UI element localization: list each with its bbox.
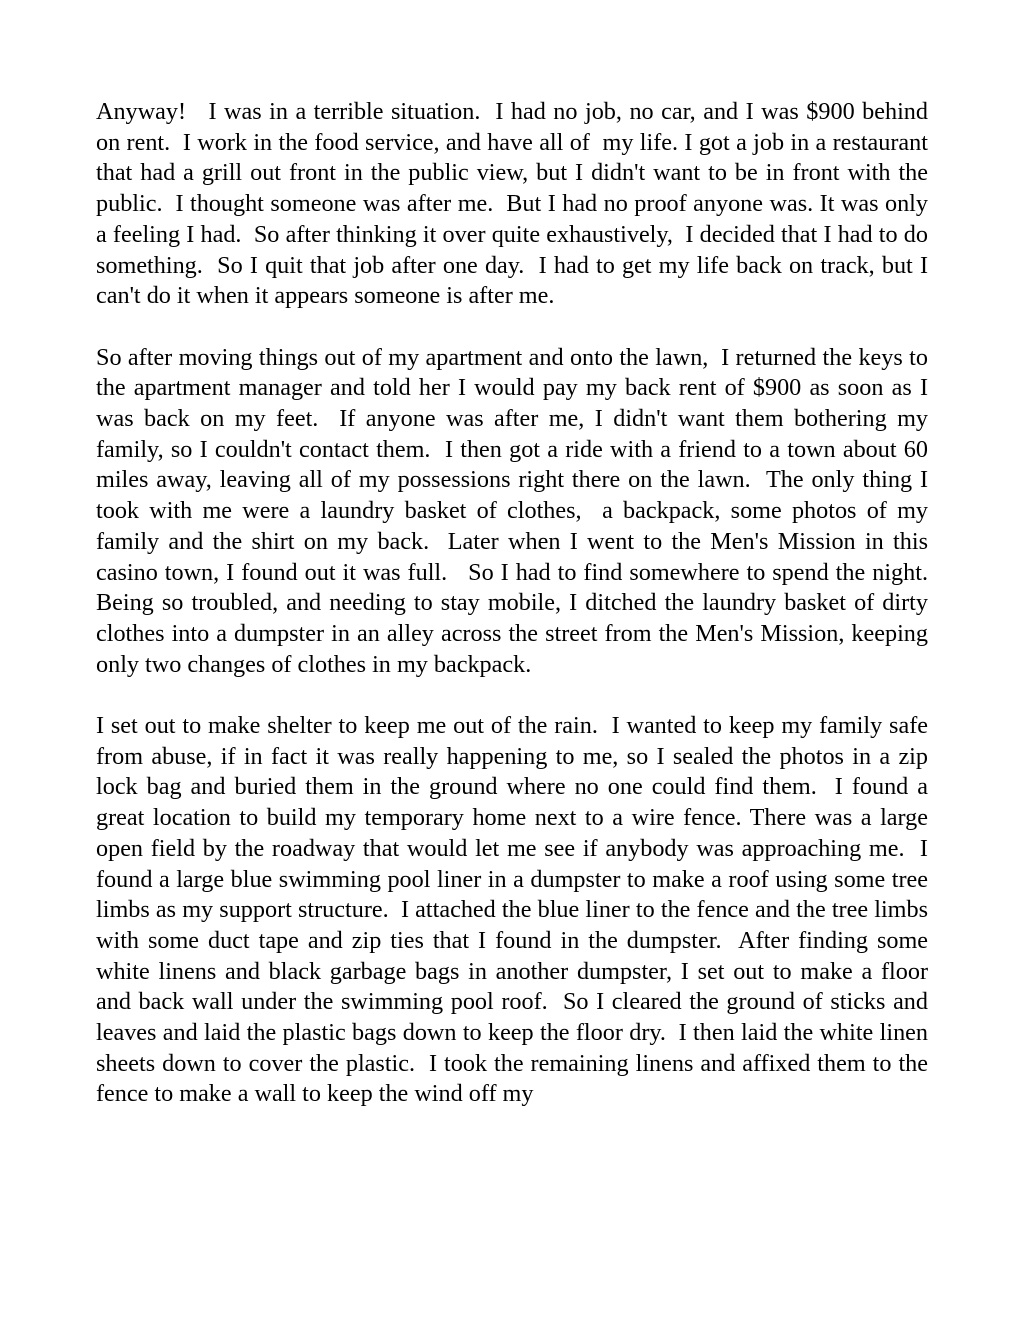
paragraph-1: Anyway! I was in a terrible situation. I had no job, no car, and I was $900 behind on rent. I work in the food service, and have all of my life. I got a job in a restaurant that had a grill out front in the public view, but I didn't want to be in front with the public. I thought someone was after me. But I had no proof anyone was. It was only a feeling I had. So after thinking it over quite exhaustively, I decided that I had to do something. So I quit that job after one day. I had to get my life back on track, but I can't do it when it appears someone is after me. <box>96 98 935 310</box>
document-page <box>96 97 941 1110</box>
paragraph-3: I set out to make shelter to keep me out of the rain. I wanted to keep my family safe from abuse, if in fact it was really happening to me, so I sealed the photos in a zip lock bag and buried them in the ground where no one could find them. I found a great location to build my temporary home next to a wire fence. There was a large open field by the roadway that would let me see if anybody was approaching me. I found a large blue swimming pool liner in a dumpster to make a roof using some tree limbs as my support structure. I attached the blue liner to the fence and the tree limbs with some duct tape and zip ties that I found in the dumpster. After finding some white linens and black garbage bags in another dumpster, I set out to make a floor and back wall under the swimming pool roof. So I cleared the ground of sticks and leaves and laid the plastic bags down to keep the floor dry. I then laid the white linen sheets down to cover the plastic. I took the remaining linens and affixed them to the fence to make a wall to keep the wind off my <box>96 712 935 1108</box>
paragraph-2: So after moving things out of my apartment and onto the lawn, I returned the keys to the apartment manager and told her I would pay my back rent of $900 as soon as I was back on my feet. If anyone was after me, I didn't want them bothering my family, so I couldn't contact them. I then got a ride with a friend to a town about 60 miles away, leaving all of my possessions right there on the lawn. The only thing I took with me were a laundry basket of clothes, a backpack, some photos of my family and the shirt on my back. Later when I went to the Men's Mission in this casino town, I found out it was full. So I had to find somewhere to spend the night. Being so troubled, and needing to stay mobile, I ditched the laundry basket of dirty clothes into a dumpster in an alley across the street from the Men's Mission, keeping only two changes of clothes in my backpack. <box>96 343 941 678</box>
